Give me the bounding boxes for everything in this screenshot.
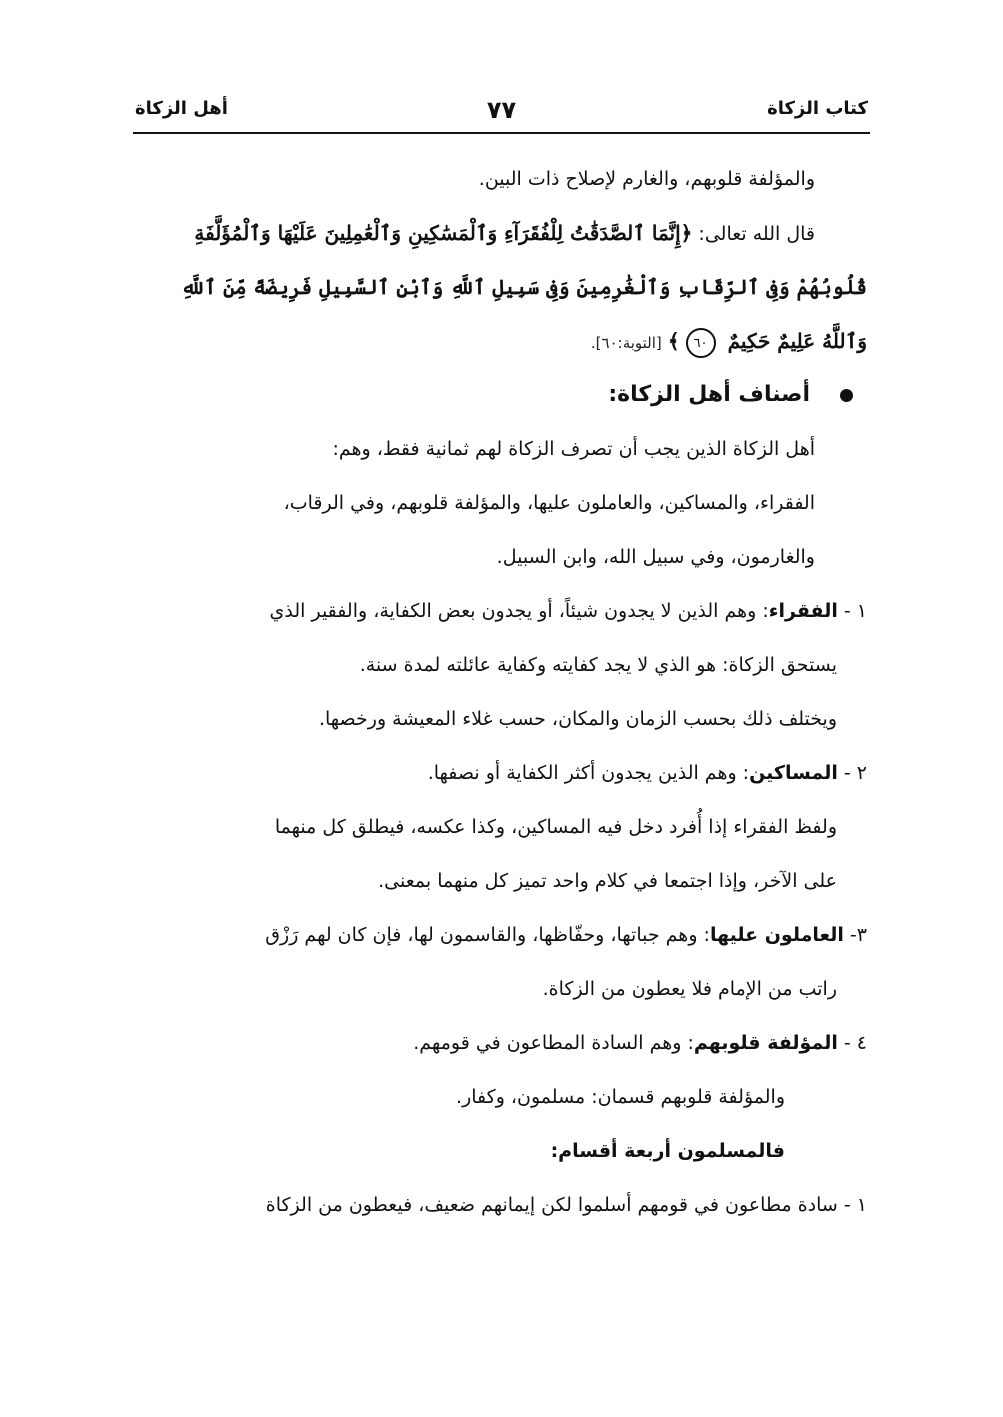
ayah-number-icon: ٦٠ <box>686 328 716 358</box>
text-line: أهل الزكاة الذين يجب أن تصرف الزكاة لهم ثمانية فقط، وهم: <box>332 438 815 460</box>
verse-intro: قال الله تعالى: <box>692 223 815 245</box>
book-title: كتاب الزكاة <box>767 98 868 119</box>
list-item <box>137 584 867 638</box>
quran-verse-line <box>137 206 867 260</box>
page-number: ٧٧ <box>486 96 517 124</box>
text-line: ولفظ الفقراء إذا أُفرد دخل فيه المساكين، وكذا عكسه، فيطلق كل منهما <box>274 816 837 838</box>
item-term: المؤلفة قلوبهم <box>693 1032 838 1054</box>
quran-text: ﴿إِنَّمَا ٱلصَّدَقَٰتُ لِلْفُقَرَآءِ وَٱلْمَسَٰكِينِ وَٱلْعَٰمِلِينَ عَلَيْهَا وَٱلْمُؤَلَّفَةِ <box>194 221 693 245</box>
text-line: والمؤلفة قلوبهم، والغارم لإصلاح ذات البين. <box>478 168 815 190</box>
item-text: : وهم الذين يجدون أكثر الكفاية أو نصفها. <box>427 762 750 784</box>
sub-heading: فالمسلمون أربعة أقسام: <box>550 1140 785 1162</box>
item-text: : وهم الذين لا يجدون شيئاً، أو يجدون بعض الكفاية، والفقير الذي <box>269 600 769 622</box>
text-line: ويختلف ذلك بحسب الزمان والمكان، حسب غلاء المعيشة ورخصها. <box>318 708 837 730</box>
text-line: على الآخر، وإذا اجتمعا في كلام واحد تميز كل منهما بمعنى. <box>378 870 837 892</box>
text-line: والمؤلفة قلوبهم قسمان: مسلمون، وكفار. <box>456 1086 785 1108</box>
list-item <box>137 908 867 962</box>
list-item <box>137 1016 867 1070</box>
item-term: الفقراء <box>768 600 838 622</box>
item-term: العاملون عليها <box>709 924 844 946</box>
header-rule <box>133 132 870 134</box>
quran-text: قُلُوبُهُمْ وَفِى ٱلرِّقَابِ وَٱلْغَٰرِمِينَ وَفِى سَبِيلِ ٱللَّهِ وَٱبْنِ ٱلسَّبِيلِ فَرِيضَةً مِّنَ ٱللَّهِ <box>181 275 867 299</box>
text-line: الفقراء، والمساكين، والعاملون عليها، والمؤلفة قلوبهم، وفي الرقاب، <box>283 492 815 514</box>
verse-reference: [التوبة:٦٠]. <box>590 334 662 352</box>
page-header <box>135 96 868 126</box>
item-number: ٣- <box>843 924 867 946</box>
item-text: : وهم جباتها، وحفّاظها، والقاسمون لها، فإن كان لهم رَزْق <box>265 924 710 946</box>
item-number: ١ - <box>837 600 867 622</box>
quran-verse-line <box>137 314 867 368</box>
text-line: والغارمون، وفي سبيل الله، وابن السبيل. <box>496 546 815 568</box>
bullet-icon <box>840 389 853 402</box>
text-line: راتب من الإمام فلا يعطون من الزكاة. <box>542 978 837 1000</box>
text-line: ١ - سادة مطاعون في قومهم أسلموا لكن إيمانهم ضعيف، فيعطون من الزكاة <box>265 1194 867 1216</box>
section-heading <box>137 368 867 422</box>
heading-text: أصناف أهل الزكاة: <box>608 382 810 407</box>
item-number: ٢ - <box>837 762 867 784</box>
quran-text: وَٱللَّهُ عَلِيمٌ حَكِيمٌ <box>727 329 867 353</box>
text-line: يستحق الزكاة: هو الذي لا يجد كفايته وكفاية عائلته لمدة سنة. <box>359 654 837 676</box>
page-body <box>137 152 867 1232</box>
item-term: المساكين <box>749 762 838 784</box>
item-number: ٤ - <box>837 1032 867 1054</box>
item-text: : وهم السادة المطاعون في قومهم. <box>413 1032 694 1054</box>
verse-close-bracket: ﴾ <box>667 329 680 353</box>
chapter-title: أهل الزكاة <box>135 98 228 119</box>
quran-verse-line <box>137 260 867 314</box>
list-item <box>137 746 867 800</box>
